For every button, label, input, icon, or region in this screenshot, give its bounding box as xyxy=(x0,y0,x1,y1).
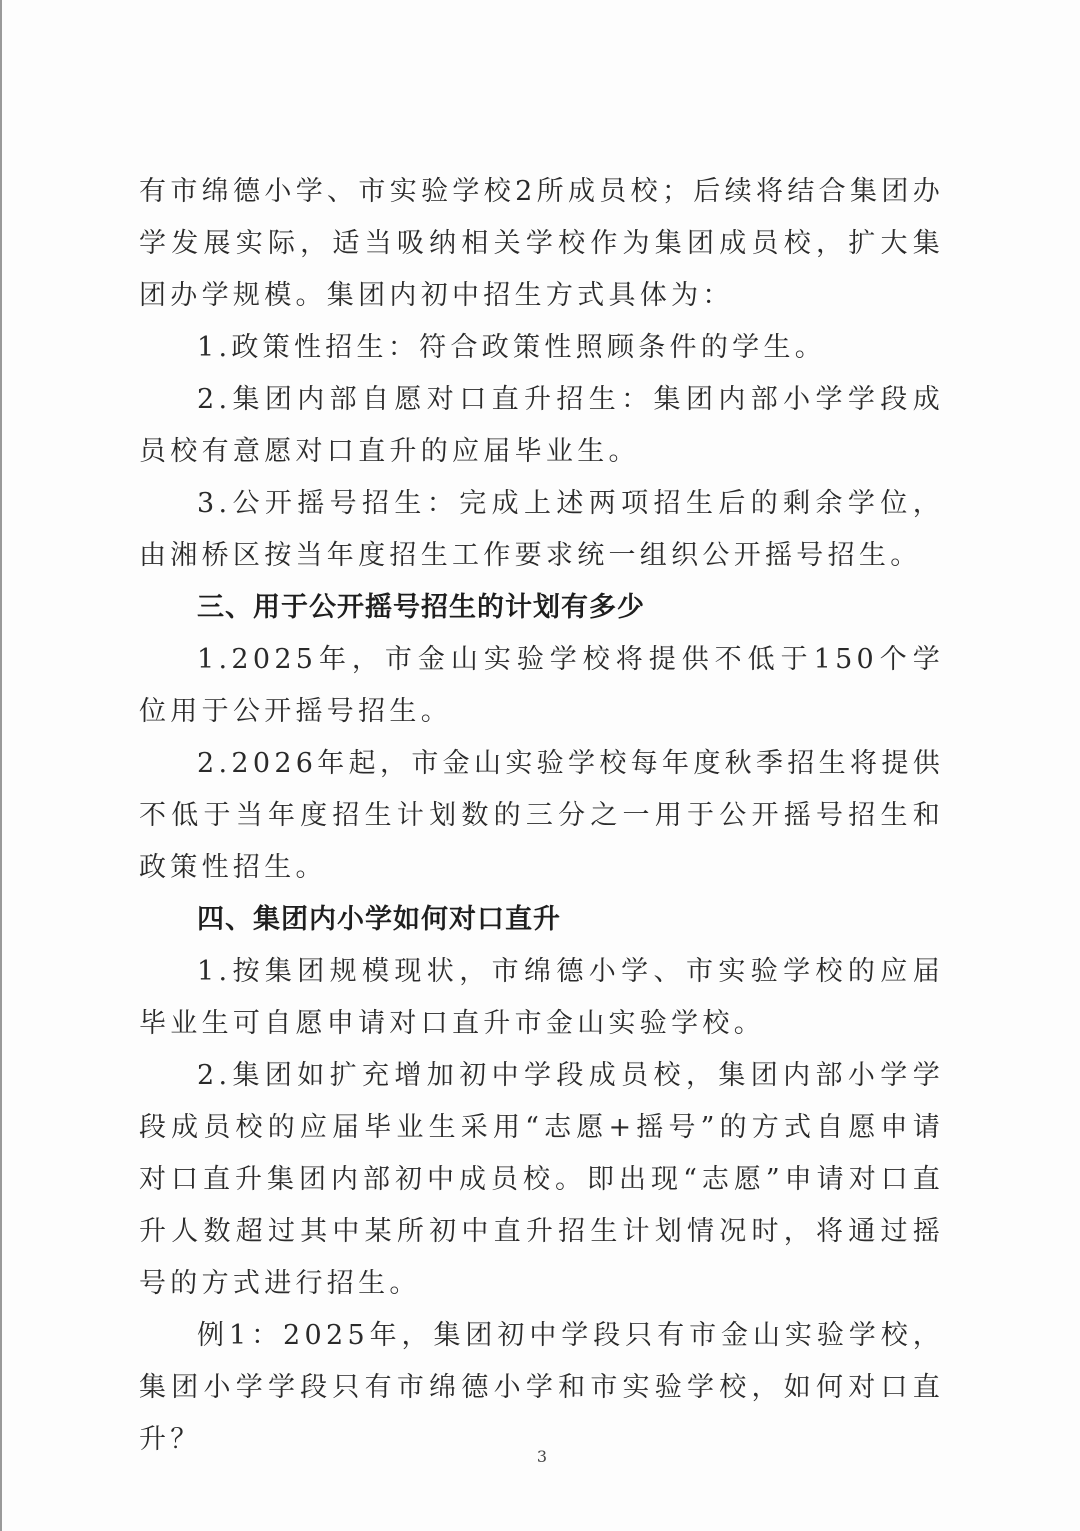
section-heading-4: 四、集团内小学如何对口直升 xyxy=(197,904,561,935)
paragraph-direct-promotion: 2.集团内部自愿对口直升招生：集团内部小学学段成员校有意愿对口直升的应届毕业生。 xyxy=(139,384,944,467)
paragraph-2026-plan: 2.2026年起，市金山实验学校每年度秋季招生将提供不低于当年度招生计划数的三分之一用于公开摇号招生和政策性招生。 xyxy=(139,748,944,883)
document-body xyxy=(139,166,944,1466)
section-heading-3: 三、用于公开摇号招生的计划有多少 xyxy=(197,592,645,623)
paragraph-example-1: 例1：2025年，集团初中学段只有市金山实验学校，集团小学学段只有市绵德小学和市实验学校，如何对口直升？ xyxy=(139,1320,944,1455)
page-number: 3 xyxy=(536,1447,548,1466)
paragraph-expansion: 2.集团如扩充增加初中学段成员校，集团内部小学学段成员校的应届毕业生采用“志愿+摇号”的方式自愿申请对口直升集团内部初中成员校。即出现“志愿”申请对口直升人数超过其中某所初中直升招生计划情况时，将通过摇号的方式进行招生。 xyxy=(139,1060,944,1299)
paragraph-policy-enrollment: 1.政策性招生：符合政策性照顾条件的学生。 xyxy=(197,332,827,363)
paragraph-lottery-enrollment: 3.公开摇号招生：完成上述两项招生后的剩余学位，由湘桥区按当年度招生工作要求统一组织公开摇号招生。 xyxy=(139,488,944,571)
paragraph-2025-plan: 1.2025年，市金山实验学校将提供不低于150个学位用于公开摇号招生。 xyxy=(139,644,944,727)
paragraph-group-intro: 有市绵德小学、市实验学校2所成员校；后续将结合集团办学发展实际，适当吸纳相关学校作为集团成员校，扩大集团办学规模。集团内初中招生方式具体为： xyxy=(139,176,944,311)
paragraph-current-scale: 1.按集团规模现状，市绵德小学、市实验学校的应届毕业生可自愿申请对口直升市金山实验学校。 xyxy=(139,956,944,1039)
